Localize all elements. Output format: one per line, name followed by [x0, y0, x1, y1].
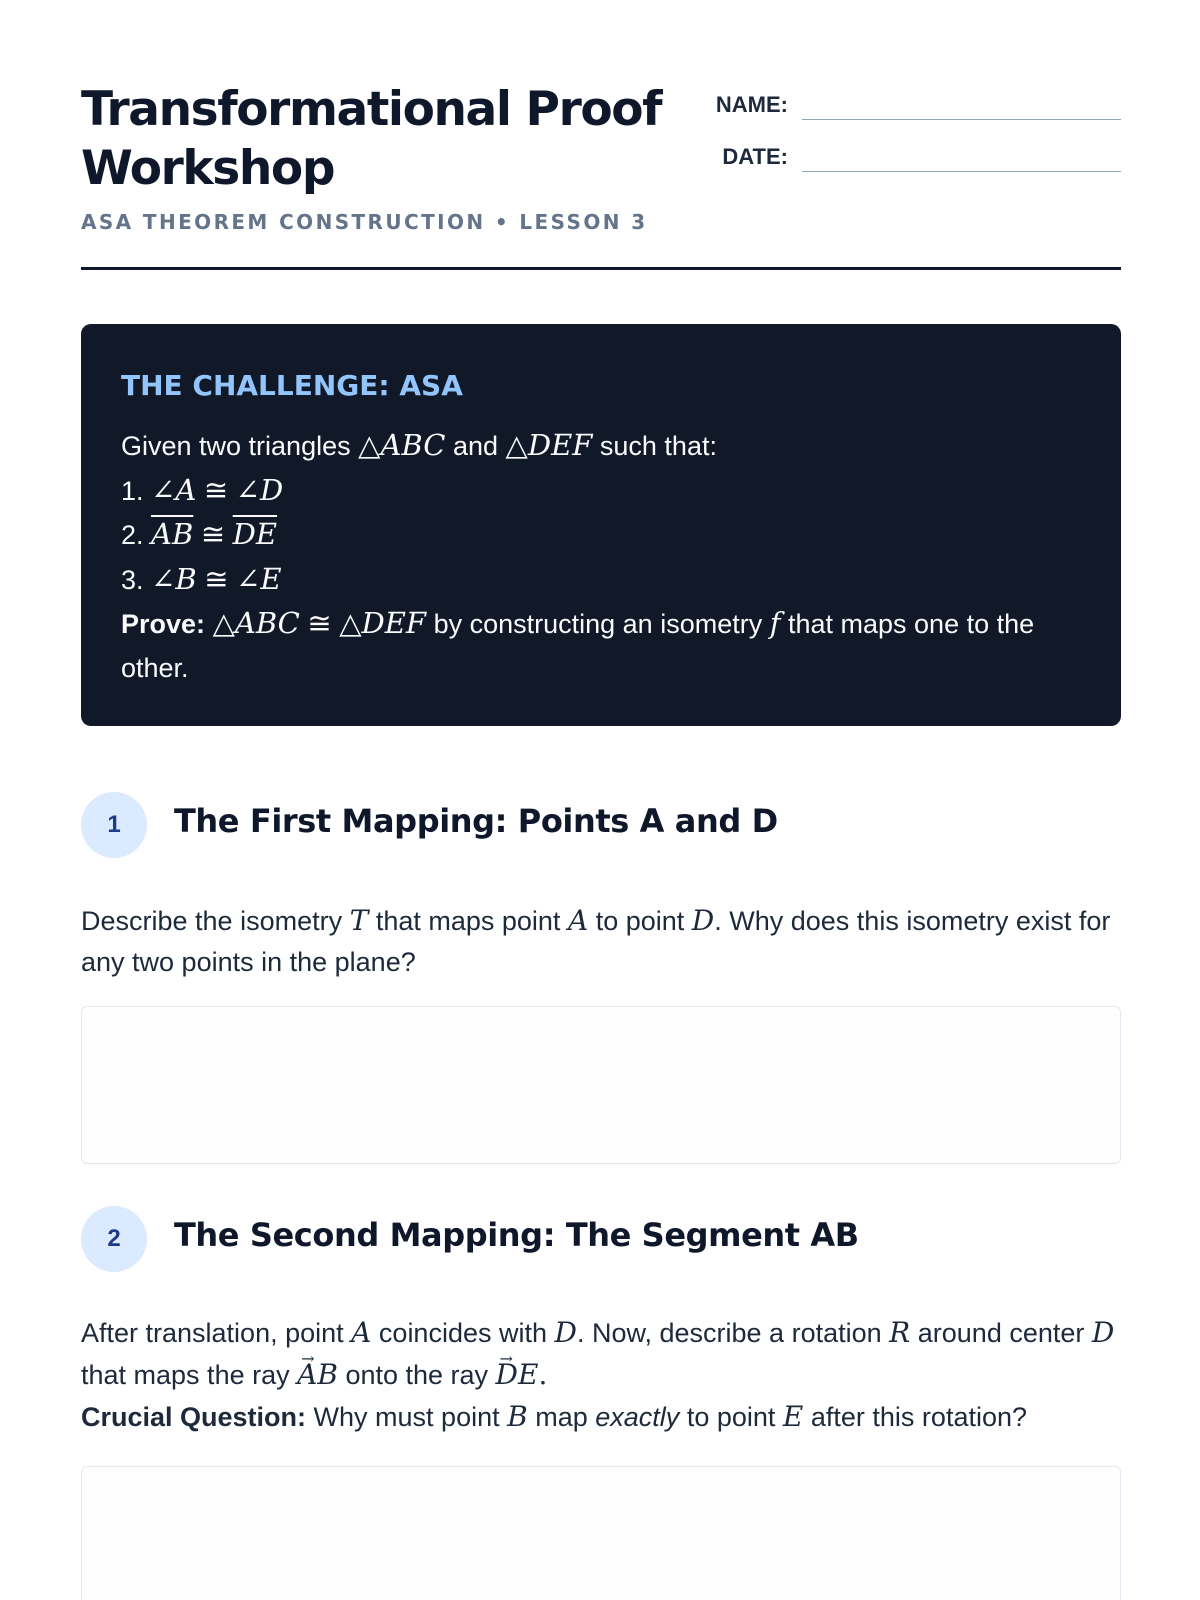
challenge-given: Given two triangles △ABC and △DEF such that: — [121, 428, 717, 462]
worksheet-page — [81, 0, 1121, 1600]
worksheet-header — [81, 80, 1121, 270]
crucial-question-label: Crucial Question: — [81, 1402, 307, 1432]
step-2-prompt: After translation, point A coincides with D. Now, describe a rotation R around center D that maps the ray → AB onto the ray → DE. Crucial Question: Why must point B map exactly to point E after this rotation? — [81, 1312, 1121, 1438]
header-divider — [81, 267, 1121, 270]
step-1-answer-box[interactable] — [81, 1006, 1121, 1164]
page-subtitle: ASA THEOREM CONSTRUCTION • LESSON 3 — [81, 210, 648, 234]
challenge-prove: Prove: △ABC ≅ △DEF by constructing an isometry f that maps one to the other. — [121, 606, 1035, 683]
step-2-answer-box[interactable] — [81, 1466, 1121, 1600]
challenge-title: THE CHALLENGE: ASA — [121, 369, 463, 402]
date-field-row — [699, 132, 1121, 172]
date-input-line[interactable] — [802, 171, 1121, 172]
challenge-item-2: 2. $\overline{AB}$ ≅ $\overline{DE}$ — [121, 517, 278, 551]
step-1-title: The First Mapping: Points A and D — [174, 802, 778, 840]
step-2-number-badge: 2 — [81, 1206, 147, 1272]
name-input-line[interactable] — [802, 119, 1121, 120]
challenge-box — [81, 324, 1121, 726]
step-2-heading — [81, 1206, 1121, 1272]
step-2-title: The Second Mapping: The Segment AB — [174, 1216, 859, 1254]
step-1-number-badge: 1 — [81, 792, 147, 858]
date-label: DATE: — [722, 144, 788, 169]
name-label: NAME: — [715, 92, 788, 117]
challenge-item-3: 3. ∠B ≅ ∠E — [121, 561, 282, 596]
page-title: Transformational Proof Workshop — [81, 82, 662, 196]
challenge-item-1: 1. ∠A ≅ ∠D — [121, 472, 284, 507]
name-field-row — [699, 80, 1121, 120]
step-1-prompt: Describe the isometry T that maps point A to point D. Why does this isometry exist for any two points in the plane? — [81, 904, 1111, 977]
step-1-heading — [81, 792, 1121, 858]
